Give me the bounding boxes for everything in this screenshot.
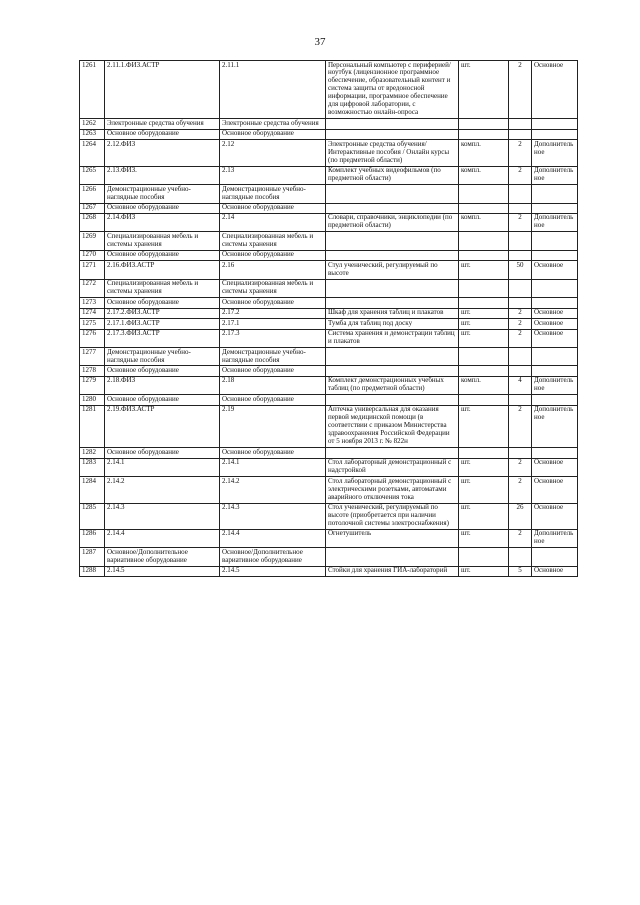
unit-cell <box>459 298 509 308</box>
quantity-cell: 2 <box>509 319 532 329</box>
row-number-cell: 1266 <box>80 185 105 203</box>
unit-cell: компл. <box>459 376 509 394</box>
item-name-cell <box>326 448 459 458</box>
item-name-cell: Комплект демонстрационных учебных таблиц (по предметной области) <box>326 376 459 394</box>
row-number-cell: 1288 <box>80 566 105 576</box>
item-name-cell: Шкаф для хранения таблиц и плакатов <box>326 308 459 318</box>
quantity-cell <box>509 448 532 458</box>
equipment-type-cell <box>532 250 578 260</box>
subcode-cell: 2.14.3 <box>220 503 326 529</box>
code-cell: 2.13.ФИЗ. <box>105 166 220 184</box>
row-number-cell: 1274 <box>80 308 105 318</box>
table-row <box>80 448 578 458</box>
unit-cell: шт. <box>459 405 509 447</box>
equipment-type-cell: Дополнительное <box>532 140 578 166</box>
subcode-cell: 2.16 <box>220 261 326 279</box>
subcode-cell: 2.14 <box>220 213 326 231</box>
unit-cell <box>459 448 509 458</box>
row-number-cell: 1267 <box>80 203 105 213</box>
code-cell: Специализированная мебель и системы хранения <box>105 232 220 250</box>
unit-cell <box>459 250 509 260</box>
subcode-cell: 2.14.5 <box>220 566 326 576</box>
equipment-type-cell: Дополнительное <box>532 376 578 394</box>
code-cell: 2.14.4 <box>105 529 220 547</box>
quantity-cell <box>509 395 532 405</box>
code-cell: Основное оборудование <box>105 298 220 308</box>
row-number-cell: 1264 <box>80 140 105 166</box>
row-number-cell: 1268 <box>80 213 105 231</box>
quantity-cell: 4 <box>509 376 532 394</box>
unit-cell: шт. <box>459 529 509 547</box>
quantity-cell: 2 <box>509 329 532 347</box>
equipment-type-cell: Дополнительное <box>532 166 578 184</box>
equipment-table <box>79 60 578 577</box>
subcode-cell: Основное оборудование <box>220 250 326 260</box>
item-name-cell: Стол ученический, регулируемый по высоте (приобретается при наличии потолочной системы электроснабжения) <box>326 503 459 529</box>
quantity-cell: 2 <box>509 140 532 166</box>
table-row <box>80 376 578 394</box>
unit-cell: компл. <box>459 140 509 166</box>
quantity-cell <box>509 298 532 308</box>
equipment-type-cell: Дополнительное <box>532 529 578 547</box>
subcode-cell: 2.17.1 <box>220 319 326 329</box>
item-name-cell: Комплект учебных видеофильмов (по предметной области) <box>326 166 459 184</box>
row-number-cell: 1269 <box>80 232 105 250</box>
quantity-cell <box>509 366 532 376</box>
subcode-cell: 2.12 <box>220 140 326 166</box>
code-cell: Демонстрационные учебно-наглядные пособия <box>105 348 220 366</box>
quantity-cell <box>509 203 532 213</box>
code-cell: 2.14.3 <box>105 503 220 529</box>
unit-cell <box>459 185 509 203</box>
subcode-cell: Основное оборудование <box>220 298 326 308</box>
row-number-cell: 1277 <box>80 348 105 366</box>
equipment-type-cell: Основное <box>532 261 578 279</box>
unit-cell: компл. <box>459 213 509 231</box>
table-row <box>80 185 578 203</box>
table-row <box>80 529 578 547</box>
item-name-cell <box>326 348 459 366</box>
unit-cell: шт. <box>459 261 509 279</box>
quantity-cell <box>509 250 532 260</box>
unit-cell: шт. <box>459 308 509 318</box>
item-name-cell <box>326 119 459 129</box>
subcode-cell: Основное/Дополнительное вариативное оборудование <box>220 548 326 566</box>
code-cell: 2.14.2 <box>105 477 220 503</box>
subcode-cell: 2.19 <box>220 405 326 447</box>
page-number: 37 <box>314 36 326 48</box>
code-cell: 2.14.ФИЗ <box>105 213 220 231</box>
unit-cell <box>459 232 509 250</box>
table-row <box>80 232 578 250</box>
item-name-cell <box>326 395 459 405</box>
item-name-cell <box>326 129 459 139</box>
subcode-cell: Основное оборудование <box>220 203 326 213</box>
unit-cell <box>459 395 509 405</box>
equipment-type-cell <box>532 366 578 376</box>
equipment-type-cell: Основное <box>532 308 578 318</box>
quantity-cell <box>509 119 532 129</box>
item-name-cell <box>326 232 459 250</box>
subcode-cell: Демонстрационные учебно-наглядные пособия <box>220 185 326 203</box>
code-cell: 2.11.1.ФИЗ.АСТР <box>105 61 220 119</box>
table-row <box>80 405 578 447</box>
item-name-cell: Стойки для хранения ГИА-лабораторий <box>326 566 459 576</box>
unit-cell <box>459 366 509 376</box>
equipment-type-cell <box>532 395 578 405</box>
row-number-cell: 1276 <box>80 329 105 347</box>
row-number-cell: 1284 <box>80 477 105 503</box>
quantity-cell: 2 <box>509 405 532 447</box>
item-name-cell: Персональный компьютер с периферией/ноутбук (лицензионное программное обеспечение, образовательный контент и система защиты от вредоносной информации, программное обеспечение для цифровой лаборатории, с возможностью онлайн-опроса <box>326 61 459 119</box>
subcode-cell: 2.17.2 <box>220 308 326 318</box>
code-cell: 2.17.3.ФИЗ.АСТР <box>105 329 220 347</box>
code-cell: 2.19.ФИЗ.АСТР <box>105 405 220 447</box>
table-row <box>80 458 578 476</box>
subcode-cell: 2.14.4 <box>220 529 326 547</box>
item-name-cell <box>326 203 459 213</box>
table-row <box>80 298 578 308</box>
table-row <box>80 119 578 129</box>
unit-cell <box>459 548 509 566</box>
equipment-type-cell <box>532 119 578 129</box>
code-cell: Основное оборудование <box>105 203 220 213</box>
quantity-cell <box>509 348 532 366</box>
row-number-cell: 1270 <box>80 250 105 260</box>
table-row <box>80 503 578 529</box>
subcode-cell: Специализированная мебель и системы хранения <box>220 232 326 250</box>
table-row <box>80 250 578 260</box>
quantity-cell: 50 <box>509 261 532 279</box>
equipment-type-cell <box>532 279 578 297</box>
quantity-cell: 2 <box>509 308 532 318</box>
table-row <box>80 203 578 213</box>
subcode-cell: 2.17.3 <box>220 329 326 347</box>
subcode-cell: Основное оборудование <box>220 395 326 405</box>
row-number-cell: 1262 <box>80 119 105 129</box>
subcode-cell: 2.13 <box>220 166 326 184</box>
unit-cell <box>459 348 509 366</box>
equipment-type-cell: Основное <box>532 319 578 329</box>
unit-cell <box>459 203 509 213</box>
equipment-type-cell: Основное <box>532 61 578 119</box>
table-row <box>80 61 578 119</box>
quantity-cell: 2 <box>509 529 532 547</box>
equipment-type-cell <box>532 129 578 139</box>
subcode-cell: Основное оборудование <box>220 129 326 139</box>
quantity-cell <box>509 129 532 139</box>
table-row <box>80 548 578 566</box>
equipment-type-cell: Основное <box>532 477 578 503</box>
quantity-cell: 2 <box>509 166 532 184</box>
equipment-type-cell: Основное <box>532 458 578 476</box>
row-number-cell: 1272 <box>80 279 105 297</box>
item-name-cell: Аптечка универсальная для оказания первой медицинской помощи (в соответствии с приказом Министерства здравоохранения Российской Федерации от 5 ноября 2013 г. № 822н <box>326 405 459 447</box>
code-cell: Основное оборудование <box>105 129 220 139</box>
code-cell: 2.14.5 <box>105 566 220 576</box>
unit-cell: шт. <box>459 61 509 119</box>
row-number-cell: 1282 <box>80 448 105 458</box>
unit-cell: шт. <box>459 477 509 503</box>
equipment-type-cell <box>532 448 578 458</box>
table-row <box>80 566 578 576</box>
item-name-cell <box>326 185 459 203</box>
equipment-type-cell: Дополнительное <box>532 405 578 447</box>
code-cell: 2.14.1 <box>105 458 220 476</box>
quantity-cell <box>509 279 532 297</box>
unit-cell: шт. <box>459 319 509 329</box>
equipment-type-cell: Дополнительное <box>532 213 578 231</box>
table-row <box>80 261 578 279</box>
table-row <box>80 366 578 376</box>
equipment-type-cell <box>532 203 578 213</box>
row-number-cell: 1283 <box>80 458 105 476</box>
code-cell: Основное оборудование <box>105 366 220 376</box>
item-name-cell <box>326 548 459 566</box>
table-row <box>80 477 578 503</box>
subcode-cell: 2.14.2 <box>220 477 326 503</box>
table-row <box>80 213 578 231</box>
code-cell: Основное оборудование <box>105 395 220 405</box>
unit-cell <box>459 119 509 129</box>
item-name-cell: Система хранения и демонстрации таблиц и плакатов <box>326 329 459 347</box>
quantity-cell <box>509 185 532 203</box>
table-row <box>80 166 578 184</box>
quantity-cell <box>509 232 532 250</box>
table-row <box>80 129 578 139</box>
quantity-cell: 2 <box>509 458 532 476</box>
code-cell: Основное оборудование <box>105 448 220 458</box>
code-cell: Основное/Дополнительное вариативное оборудование <box>105 548 220 566</box>
subcode-cell: 2.14.1 <box>220 458 326 476</box>
quantity-cell <box>509 548 532 566</box>
row-number-cell: 1280 <box>80 395 105 405</box>
subcode-cell: Демонстрационные учебно-наглядные пособия <box>220 348 326 366</box>
item-name-cell: Стол лабораторный демонстрационный с надстройкой <box>326 458 459 476</box>
item-name-cell: Словари, справочники, энциклопедии (по предметной области) <box>326 213 459 231</box>
row-number-cell: 1285 <box>80 503 105 529</box>
row-number-cell: 1278 <box>80 366 105 376</box>
code-cell: 2.17.1.ФИЗ.АСТР <box>105 319 220 329</box>
unit-cell: шт. <box>459 503 509 529</box>
row-number-cell: 1279 <box>80 376 105 394</box>
row-number-cell: 1271 <box>80 261 105 279</box>
equipment-type-cell <box>532 348 578 366</box>
unit-cell: шт. <box>459 458 509 476</box>
quantity-cell: 5 <box>509 566 532 576</box>
quantity-cell: 2 <box>509 477 532 503</box>
code-cell: Основное оборудование <box>105 250 220 260</box>
item-name-cell: Огнетушитель <box>326 529 459 547</box>
code-cell: Демонстрационные учебно-наглядные пособия <box>105 185 220 203</box>
item-name-cell: Стол лабораторный демонстрационный с электрическими розетками, автоматами аварийного отключения тока <box>326 477 459 503</box>
quantity-cell: 2 <box>509 61 532 119</box>
subcode-cell: 2.18 <box>220 376 326 394</box>
table-row <box>80 319 578 329</box>
code-cell: 2.16.ФИЗ.АСТР <box>105 261 220 279</box>
equipment-type-cell: Основное <box>532 503 578 529</box>
item-name-cell: Электронные средства обучения/Интерактивные пособия / Онлайн курсы (по предметной области) <box>326 140 459 166</box>
table-row <box>80 395 578 405</box>
table-row <box>80 279 578 297</box>
item-name-cell <box>326 279 459 297</box>
subcode-cell: Специализированная мебель и системы хранения <box>220 279 326 297</box>
subcode-cell: 2.11.1 <box>220 61 326 119</box>
item-name-cell <box>326 298 459 308</box>
equipment-type-cell <box>532 298 578 308</box>
subcode-cell: Основное оборудование <box>220 366 326 376</box>
unit-cell: компл. <box>459 166 509 184</box>
unit-cell <box>459 279 509 297</box>
code-cell: Специализированная мебель и системы хранения <box>105 279 220 297</box>
table-row <box>80 140 578 166</box>
row-number-cell: 1275 <box>80 319 105 329</box>
equipment-type-cell <box>532 232 578 250</box>
row-number-cell: 1273 <box>80 298 105 308</box>
table-row <box>80 348 578 366</box>
item-name-cell <box>326 366 459 376</box>
code-cell: Электронные средства обучения <box>105 119 220 129</box>
item-name-cell: Стул ученический, регулируемый по высоте <box>326 261 459 279</box>
equipment-type-cell: Основное <box>532 329 578 347</box>
table-row <box>80 308 578 318</box>
row-number-cell: 1261 <box>80 61 105 119</box>
unit-cell <box>459 129 509 139</box>
code-cell: 2.12.ФИЗ <box>105 140 220 166</box>
table-row <box>80 329 578 347</box>
subcode-cell: Электронные средства обучения <box>220 119 326 129</box>
quantity-cell: 2 <box>509 213 532 231</box>
row-number-cell: 1287 <box>80 548 105 566</box>
quantity-cell: 26 <box>509 503 532 529</box>
row-number-cell: 1263 <box>80 129 105 139</box>
equipment-type-cell: Основное <box>532 566 578 576</box>
item-name-cell: Тумба для таблиц под доску <box>326 319 459 329</box>
equipment-type-cell <box>532 185 578 203</box>
row-number-cell: 1281 <box>80 405 105 447</box>
unit-cell: шт. <box>459 329 509 347</box>
unit-cell: шт. <box>459 566 509 576</box>
row-number-cell: 1265 <box>80 166 105 184</box>
code-cell: 2.17.2.ФИЗ.АСТР <box>105 308 220 318</box>
subcode-cell: Основное оборудование <box>220 448 326 458</box>
item-name-cell <box>326 250 459 260</box>
row-number-cell: 1286 <box>80 529 105 547</box>
equipment-type-cell <box>532 548 578 566</box>
code-cell: 2.18.ФИЗ <box>105 376 220 394</box>
